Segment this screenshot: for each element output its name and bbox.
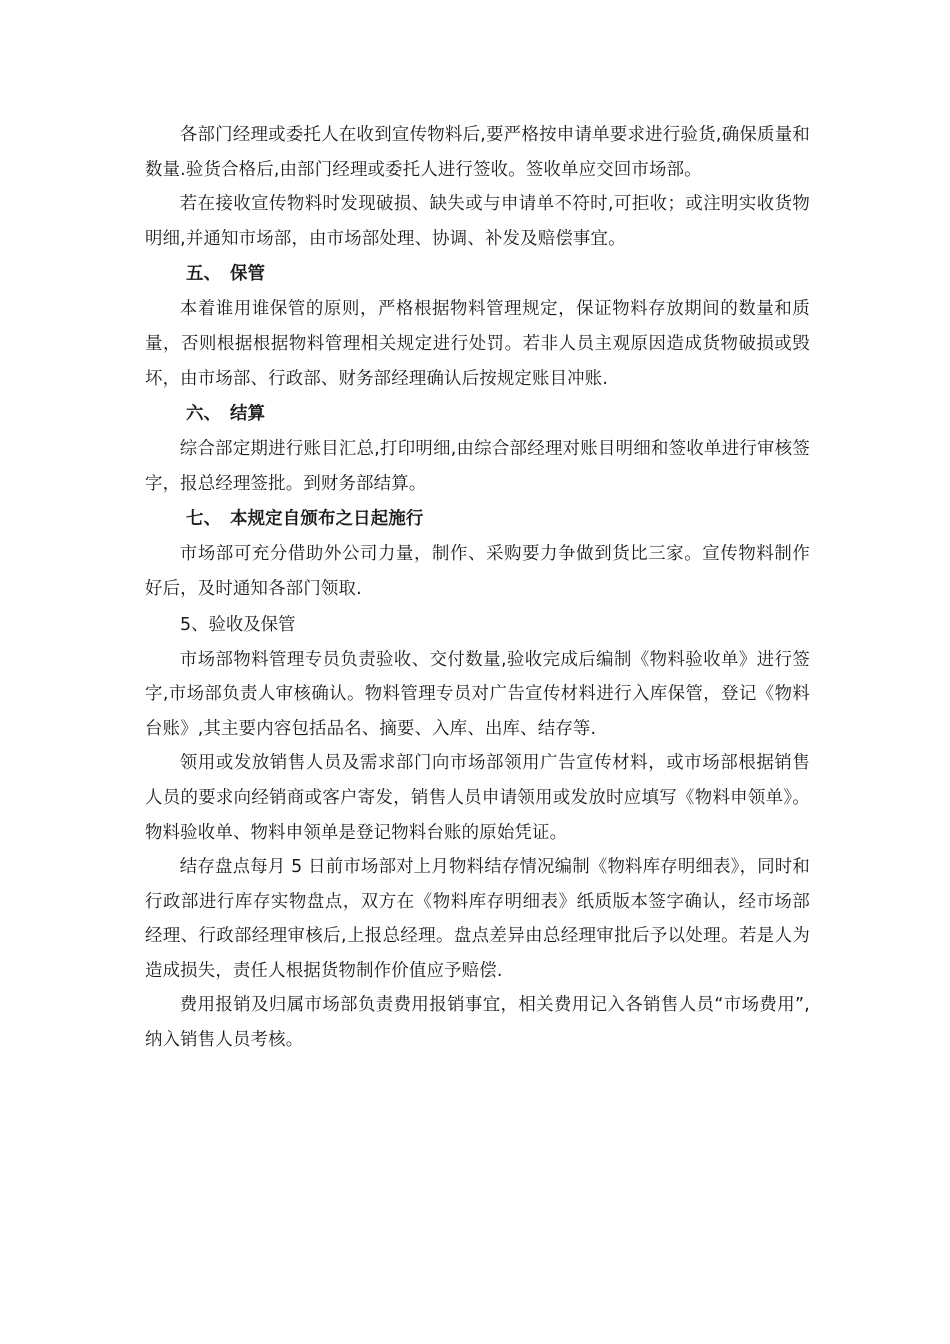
section-heading-settlement: [145, 396, 810, 432]
section-heading-effective: [145, 501, 810, 537]
section-number: 五、: [186, 264, 222, 285]
paragraph-expenses: 费用报销及归属市场部负责费用报销事宜，相关费用记入各销售人员“市场费用”,纳入销售人员考核。: [145, 995, 810, 1051]
section-title: 保管: [230, 264, 266, 285]
paragraph-inspection: 各部门经理或委托人在收到宣传物料后,要严格按申请单要求进行验货,确保质量和数量.验货合格后,由部门经理或委托人进行签收。签收单应交回市场部。: [145, 125, 810, 180]
paragraph-inventory: 结存盘点每月 5 日前市场部对上月物料结存情况编制《物料库存明细表》，同时和行政部进行库存实物盘点，双方在《物料库存明细表》纸质版本签字确认，经市场部经理、行政部经理审核后,上报总经理。盘点差异由总经理审批后予以处理。若是人为造成损失，责任人根据货物制作价值应予赔偿.: [145, 857, 810, 981]
section-title: 结算: [230, 404, 266, 425]
paragraph-acceptance: 市场部物料管理专员负责验收、交付数量,验收完成后编制《物料验收单》进行签字,市场部负责人审核确认。物料管理专员对广告宣传材料进行入库保管，登记《物料台账》,其主要内容包括品名、摘要、入库、出库、结存等.: [145, 649, 810, 739]
section-title: 本规定自颁布之日起施行: [230, 509, 424, 530]
section-heading-storage: [145, 256, 810, 292]
paragraph-procurement: 市场部可充分借助外公司力量，制作、采购要力争做到货比三家。宣传物料制作好后，及时通知各部门领取.: [145, 544, 810, 599]
section-number: 六、: [186, 404, 222, 425]
paragraph-distribution: 领用或发放销售人员及需求部门向市场部领用广告宣传材料，或市场部根据销售人员的要求向经销商或客户寄发，销售人员申请领用或发放时应填写《物料申领单》。物料验收单、物料申领单是登记物料台账的原始凭证。: [145, 753, 810, 843]
paragraph-storage: 本着谁用谁保管的原则，严格根据物料管理规定，保证物料存放期间的数量和质量，否则根据根据物料管理相关规定进行处罚。若非人员主观原因造成货物破损或毁坏，由市场部、行政部、财务部经理确认后按规定账目冲账.: [145, 299, 810, 389]
paragraph-rejection: 若在接收宣传物料时发现破损、缺失或与申请单不符时,可拒收；或注明实收货物明细,并通知市场部，由市场部处理、协调、补发及赔偿事宜。: [145, 194, 810, 249]
subsection-heading: 5、验收及保管: [180, 614, 296, 635]
document-body: [145, 118, 810, 1058]
section-number: 七、: [186, 509, 222, 530]
paragraph-settlement: 综合部定期进行账目汇总,打印明细,由综合部经理对账目明细和签收单进行审核签字，报总经理签批。到财务部结算。: [145, 439, 810, 494]
